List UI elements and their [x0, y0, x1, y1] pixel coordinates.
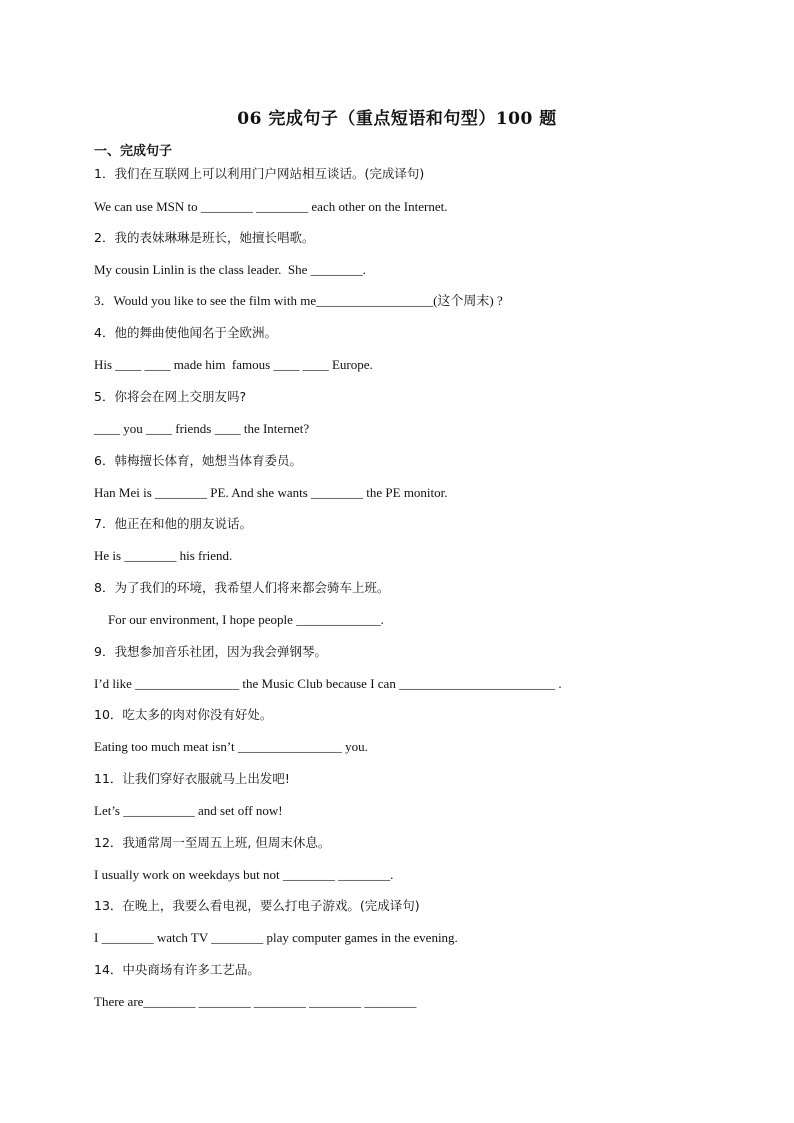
question-6-prompt: 6．韩梅擅长体育，她想当体育委员。: [94, 453, 302, 468]
question-5-prompt: 5．你将会在网上交朋友吗?: [94, 389, 247, 404]
question-5-answer-line: ____ you ____ friends ____ the Internet?: [94, 421, 310, 436]
question-9-prompt: 9．我想参加音乐社团，因为我会弹钢琴。: [94, 644, 327, 659]
question-9-answer-line: I’d like ________________ the Music Club because I can ________________________ .: [94, 676, 562, 691]
section-heading: 一、完成句子: [94, 144, 173, 159]
question-13-prompt: 13．在晚上，我要么看电视，要么打电子游戏。(完成译句): [94, 898, 420, 913]
question-3-prompt: 3．Would you like to see the film with me__________________(这个周末) ?: [94, 293, 503, 308]
question-10-prompt: 10．吃太多的肉对你没有好处。: [94, 707, 273, 722]
question-2-prompt: 2．我的表妹琳琳是班长，她擅长唱歌。: [94, 230, 315, 245]
question-11-prompt: 11．让我们穿好衣服就马上出发吧!: [94, 771, 290, 786]
question-7-prompt: 7．他正在和他的朋友说话。: [94, 516, 252, 531]
question-8-prompt: 8．为了我们的环境，我希望人们将来都会骑车上班。: [94, 580, 390, 595]
question-7-answer-line: He is ________ his friend.: [94, 548, 233, 563]
question-8-answer-line: For our environment, I hope people _____________.: [108, 612, 384, 627]
question-14-answer-line: There are________ ________ ________ ________ ________: [94, 994, 417, 1009]
question-12-answer-line: I usually work on weekdays but not ________ ________.: [94, 867, 394, 882]
question-11-answer-line: Let’s ___________ and set off now!: [94, 803, 283, 818]
question-10-answer-line: Eating too much meat isn’t ________________ you.: [94, 739, 368, 754]
question-13-answer-line: I ________ watch TV ________ play computer games in the evening.: [94, 930, 458, 945]
question-4-answer-line: His ____ ____ made him famous ____ ____ Europe.: [94, 357, 373, 372]
question-14-prompt: 14．中央商场有许多工艺品。: [94, 962, 260, 977]
question-1-answer-line: We can use MSN to ________ ________ each other on the Internet.: [94, 199, 448, 214]
page-title: 06 完成句子（重点短语和句型）100 题: [237, 109, 557, 129]
question-2-answer-line: My cousin Linlin is the class leader. She ________.: [94, 262, 366, 277]
question-12-prompt: 12．我通常周一至周五上班, 但周末休息。: [94, 835, 331, 850]
question-1-prompt: 1．我们在互联网上可以利用门户网站相互谈话。(完成译句): [94, 166, 425, 181]
question-6-answer-line: Han Mei is ________ PE. And she wants ________ the PE monitor.: [94, 485, 448, 500]
question-4-prompt: 4．他的舞曲使他闻名于全欧洲。: [94, 325, 277, 340]
